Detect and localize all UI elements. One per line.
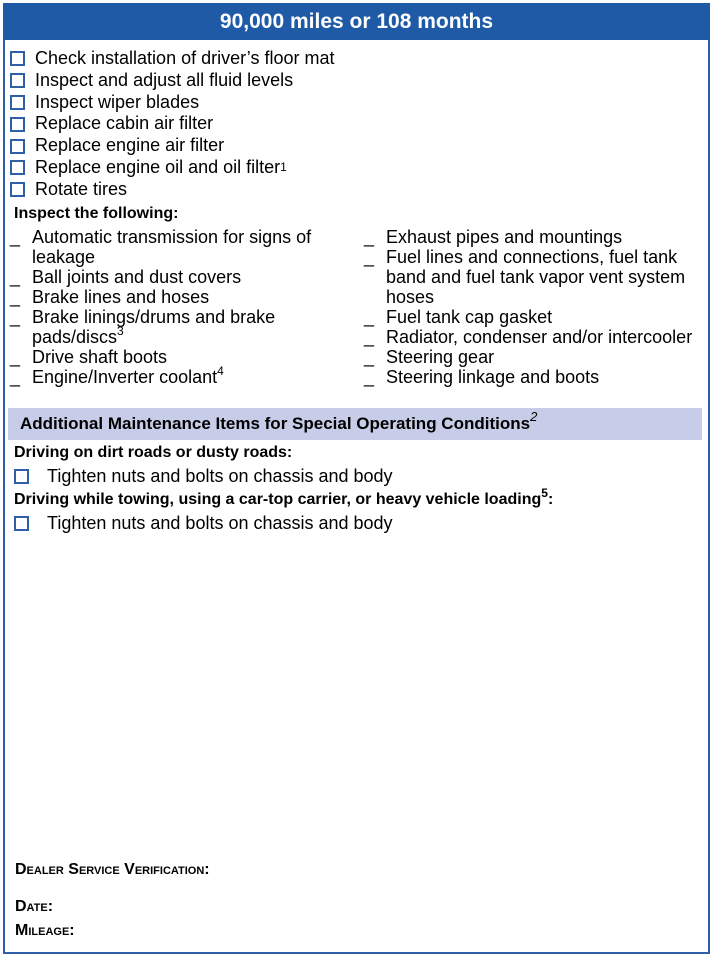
item-label: Rotate tires — [35, 178, 128, 199]
additional-maintenance-header — [8, 408, 702, 440]
item-label: Inspect wiper blades — [35, 91, 200, 112]
blank-marker[interactable]: _ — [364, 367, 375, 387]
checkbox[interactable] — [10, 95, 25, 110]
item-label: Brake lines and hoses — [32, 287, 210, 307]
blank-marker[interactable]: _ — [364, 347, 375, 367]
item-label: Replace cabin air filter — [35, 113, 214, 134]
item-label: Tighten nuts and bolts on chassis and body — [47, 466, 393, 486]
heading-suffix: : — [547, 491, 554, 508]
list-item — [10, 48, 334, 70]
page-title — [3, 3, 710, 40]
list-item — [10, 307, 340, 347]
checkbox[interactable] — [14, 516, 29, 531]
item-label: Brake linings/drums and brake pads/discs — [32, 307, 276, 347]
date-label: Date: — [15, 898, 54, 915]
blank-marker[interactable]: _ — [364, 327, 375, 347]
section-title — [8, 409, 538, 434]
list-item — [364, 247, 694, 307]
blank-marker[interactable]: _ — [364, 247, 375, 267]
item-label: Exhaust pipes and mountings — [386, 227, 623, 247]
item-label: Fuel tank cap gasket — [386, 307, 553, 327]
list-item — [10, 267, 340, 287]
blank-marker[interactable]: _ — [10, 287, 21, 307]
footnote-ref: 4 — [217, 364, 224, 378]
condition-heading — [14, 444, 292, 462]
list-item: Replace engine oil and oil filter $^1$ — [10, 157, 334, 179]
list-item — [364, 347, 694, 367]
checkbox[interactable] — [10, 51, 25, 66]
item-label: Inspect and adjust all fluid levels — [35, 69, 294, 90]
item-label: Drive shaft boots — [32, 347, 168, 367]
blank-marker[interactable]: _ — [10, 347, 21, 367]
footnote-ref: 5 — [541, 485, 548, 500]
blank-marker[interactable]: _ — [10, 307, 21, 327]
blank-marker[interactable]: _ — [364, 227, 375, 247]
checkbox[interactable] — [14, 469, 29, 484]
list-item — [10, 287, 340, 307]
inspect-list-left — [10, 227, 340, 387]
title-text: 90,000 miles or 108 months — [219, 9, 494, 33]
inspect-heading: Inspect the following: — [14, 205, 179, 222]
list-item — [14, 513, 393, 534]
list-item — [364, 327, 694, 347]
item-label: Ball joints and dust covers — [32, 267, 242, 287]
item-label: Tighten nuts and bolts on chassis and body — [47, 513, 393, 533]
list-item — [10, 70, 334, 92]
checkbox[interactable] — [10, 160, 25, 175]
condition-heading — [14, 485, 554, 509]
item-label: Replace engine oil and oil filter — [35, 156, 281, 177]
footnote-ref: 2 — [530, 409, 538, 425]
list-item — [14, 466, 393, 487]
list-item — [364, 227, 694, 247]
item-label: Fuel lines and connections, fuel tank band and fuel tank vapor vent system hoses — [386, 247, 686, 307]
inspect-list-right — [364, 227, 694, 387]
blank-marker[interactable]: _ — [10, 367, 21, 387]
list-item — [10, 179, 334, 201]
list-item — [10, 113, 334, 135]
list-item — [10, 227, 340, 267]
item-label: Steering gear — [386, 347, 495, 367]
blank-marker[interactable]: _ — [10, 227, 21, 247]
maintenance-checklist — [10, 48, 334, 201]
list-item — [10, 135, 334, 157]
blank-marker[interactable]: _ — [10, 267, 21, 287]
footnote-ref: 3 — [117, 324, 124, 338]
item-label: Check installation of driver’s floor mat — [35, 48, 335, 68]
list-item — [364, 307, 694, 327]
list-item — [10, 364, 340, 387]
item-label: Automatic transmission for signs of leakage — [32, 227, 312, 267]
blank-marker[interactable]: _ — [364, 307, 375, 327]
checkbox[interactable] — [10, 117, 25, 132]
condition-heading-text: Driving while towing, using a car-top carrier, or heavy vehicle loading — [14, 491, 542, 508]
checkbox[interactable] — [10, 73, 25, 88]
list-item — [364, 367, 694, 387]
dealer-verification-label: Dealer Service Verification: — [15, 861, 210, 878]
item-label: Replace engine air filter — [35, 135, 225, 156]
item-label: Radiator, condenser and/or intercooler — [386, 327, 693, 347]
item-label: Steering linkage and boots — [386, 367, 600, 387]
condition-heading-text: Driving on dirt roads or dusty roads: — [14, 444, 293, 461]
item-label: Engine/Inverter coolant — [32, 367, 218, 387]
mileage-label: Mileage: — [15, 922, 75, 939]
section-title-text: Additional Maintenance Items for Special Operating Conditions — [20, 414, 531, 433]
list-item — [10, 347, 340, 367]
checkbox[interactable] — [10, 139, 25, 154]
checkbox[interactable] — [10, 182, 25, 197]
list-item — [10, 92, 334, 114]
